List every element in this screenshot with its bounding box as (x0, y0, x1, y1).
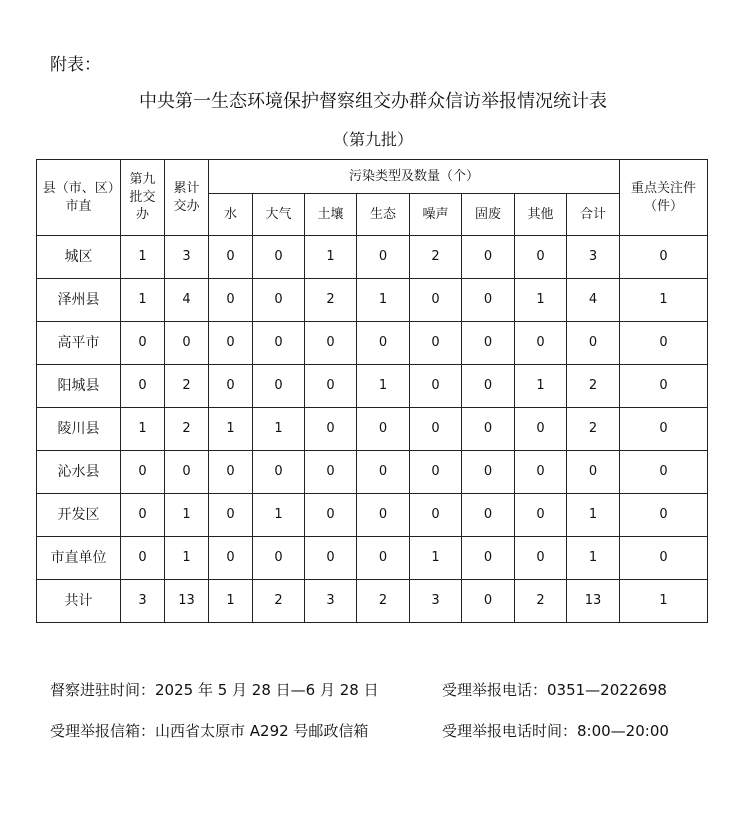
value-cell: 0 (567, 322, 620, 365)
value-cell: 4 (567, 279, 620, 322)
value-cell: 0 (620, 236, 708, 279)
value-cell: 0 (515, 322, 567, 365)
value-cell: 13 (165, 580, 209, 623)
stay-period: 督察进驻时间：2025 年 5 月 28 日—6 月 28 日 (50, 681, 379, 699)
value-cell: 1 (121, 408, 165, 451)
value-cell: 0 (121, 537, 165, 580)
value-cell: 0 (305, 408, 357, 451)
county-cell: 泽州县 (37, 279, 121, 322)
value-cell: 0 (357, 537, 410, 580)
header-pollution-type: 水 (209, 194, 253, 236)
value-cell: 2 (410, 236, 462, 279)
batch-label: （第九批） (332, 130, 413, 149)
value-cell: 3 (305, 580, 357, 623)
value-cell: 0 (515, 494, 567, 537)
value-cell: 1 (567, 537, 620, 580)
header-cumulative: 累计交办 (165, 160, 209, 236)
value-cell: 0 (620, 451, 708, 494)
value-cell: 0 (253, 451, 305, 494)
value-cell: 0 (410, 451, 462, 494)
value-cell: 0 (410, 408, 462, 451)
phone-hours: 受理举报电话时间：8:00—20:00 (442, 722, 669, 740)
value-cell: 0 (165, 322, 209, 365)
value-cell: 0 (462, 580, 515, 623)
value-cell: 4 (165, 279, 209, 322)
value-cell: 0 (462, 408, 515, 451)
county-cell: 高平市 (37, 322, 121, 365)
header-pollution-type: 其他 (515, 194, 567, 236)
value-cell: 0 (253, 236, 305, 279)
value-cell: 0 (620, 494, 708, 537)
value-cell: 0 (165, 451, 209, 494)
value-cell: 0 (253, 365, 305, 408)
value-cell: 0 (253, 279, 305, 322)
table-row (37, 279, 708, 322)
value-cell: 0 (410, 279, 462, 322)
header-key-concern: 重点关注件（件） (620, 160, 708, 236)
value-cell: 1 (567, 494, 620, 537)
value-cell: 0 (515, 451, 567, 494)
value-cell: 0 (410, 494, 462, 537)
county-cell: 市直单位 (37, 537, 121, 580)
value-cell: 1 (165, 494, 209, 537)
value-cell: 0 (209, 537, 253, 580)
value-cell: 0 (253, 322, 305, 365)
value-cell: 0 (209, 451, 253, 494)
value-cell: 1 (357, 279, 410, 322)
value-cell: 0 (357, 408, 410, 451)
value-cell: 0 (305, 451, 357, 494)
value-cell: 1 (165, 537, 209, 580)
appendix-label: 附表： (50, 55, 101, 75)
value-cell: 1 (253, 494, 305, 537)
county-cell: 共计 (37, 580, 121, 623)
value-cell: 2 (567, 408, 620, 451)
value-cell: 0 (209, 279, 253, 322)
value-cell: 0 (620, 322, 708, 365)
value-cell: 0 (620, 408, 708, 451)
value-cell: 0 (121, 494, 165, 537)
value-cell: 2 (305, 279, 357, 322)
value-cell: 0 (410, 322, 462, 365)
mailbox: 受理举报信箱：山西省太原市 A292 号邮政信箱 (50, 722, 369, 740)
value-cell: 0 (462, 322, 515, 365)
header-pollution-type: 生态 (357, 194, 410, 236)
value-cell: 3 (165, 236, 209, 279)
value-cell: 0 (209, 365, 253, 408)
phone-number: 受理举报电话：0351—2022698 (442, 681, 667, 699)
value-cell: 1 (253, 408, 305, 451)
value-cell: 1 (305, 236, 357, 279)
table-row (37, 322, 708, 365)
value-cell: 0 (410, 365, 462, 408)
table-row (37, 408, 708, 451)
value-cell: 1 (515, 279, 567, 322)
value-cell: 1 (209, 408, 253, 451)
value-cell: 1 (121, 236, 165, 279)
document-title: 中央第一生态环境保护督察组交办群众信访举报情况统计表 (139, 91, 607, 112)
header-pollution-type: 大气 (253, 194, 305, 236)
county-cell: 开发区 (37, 494, 121, 537)
value-cell: 0 (567, 451, 620, 494)
value-cell: 0 (620, 365, 708, 408)
value-cell: 1 (121, 279, 165, 322)
value-cell: 2 (253, 580, 305, 623)
value-cell: 2 (567, 365, 620, 408)
value-cell: 0 (209, 236, 253, 279)
header-pollution-type: 噪声 (410, 194, 462, 236)
county-cell: 阳城县 (37, 365, 121, 408)
header-pollution-type: 合计 (567, 194, 620, 236)
value-cell: 0 (121, 365, 165, 408)
table-row (37, 451, 708, 494)
value-cell: 2 (515, 580, 567, 623)
value-cell: 0 (121, 322, 165, 365)
table-row (37, 365, 708, 408)
value-cell: 0 (357, 236, 410, 279)
table-row (37, 494, 708, 537)
value-cell: 3 (410, 580, 462, 623)
table-row (37, 537, 708, 580)
value-cell: 0 (357, 322, 410, 365)
value-cell: 3 (567, 236, 620, 279)
value-cell: 0 (305, 365, 357, 408)
value-cell: 0 (515, 408, 567, 451)
value-cell: 0 (462, 451, 515, 494)
value-cell: 0 (462, 236, 515, 279)
value-cell: 0 (209, 322, 253, 365)
value-cell: 0 (462, 494, 515, 537)
value-cell: 0 (121, 451, 165, 494)
header-pollution-type: 土壤 (305, 194, 357, 236)
value-cell: 0 (620, 537, 708, 580)
value-cell: 0 (253, 537, 305, 580)
value-cell: 0 (209, 494, 253, 537)
county-cell: 沁水县 (37, 451, 121, 494)
value-cell: 0 (462, 365, 515, 408)
value-cell: 0 (357, 494, 410, 537)
value-cell: 0 (357, 451, 410, 494)
value-cell: 1 (410, 537, 462, 580)
table-row (37, 236, 708, 279)
value-cell: 0 (515, 236, 567, 279)
value-cell: 2 (357, 580, 410, 623)
value-cell: 0 (305, 494, 357, 537)
value-cell: 1 (620, 279, 708, 322)
county-cell: 陵川县 (37, 408, 121, 451)
value-cell: 1 (209, 580, 253, 623)
value-cell: 1 (357, 365, 410, 408)
value-cell: 1 (620, 580, 708, 623)
value-cell: 0 (462, 279, 515, 322)
value-cell: 0 (515, 537, 567, 580)
header-county: 县（市、区）市直 (37, 160, 121, 236)
value-cell: 13 (567, 580, 620, 623)
value-cell: 3 (121, 580, 165, 623)
header-pollution-type: 固废 (462, 194, 515, 236)
header-pollution-group: 污染类型及数量（个） (209, 160, 620, 194)
value-cell: 0 (462, 537, 515, 580)
table-row (37, 580, 708, 623)
statistics-table (36, 159, 708, 623)
county-cell: 城区 (37, 236, 121, 279)
header-batch-assigned: 第九批交办 (121, 160, 165, 236)
value-cell: 1 (515, 365, 567, 408)
value-cell: 0 (305, 537, 357, 580)
value-cell: 2 (165, 408, 209, 451)
value-cell: 0 (305, 322, 357, 365)
value-cell: 2 (165, 365, 209, 408)
